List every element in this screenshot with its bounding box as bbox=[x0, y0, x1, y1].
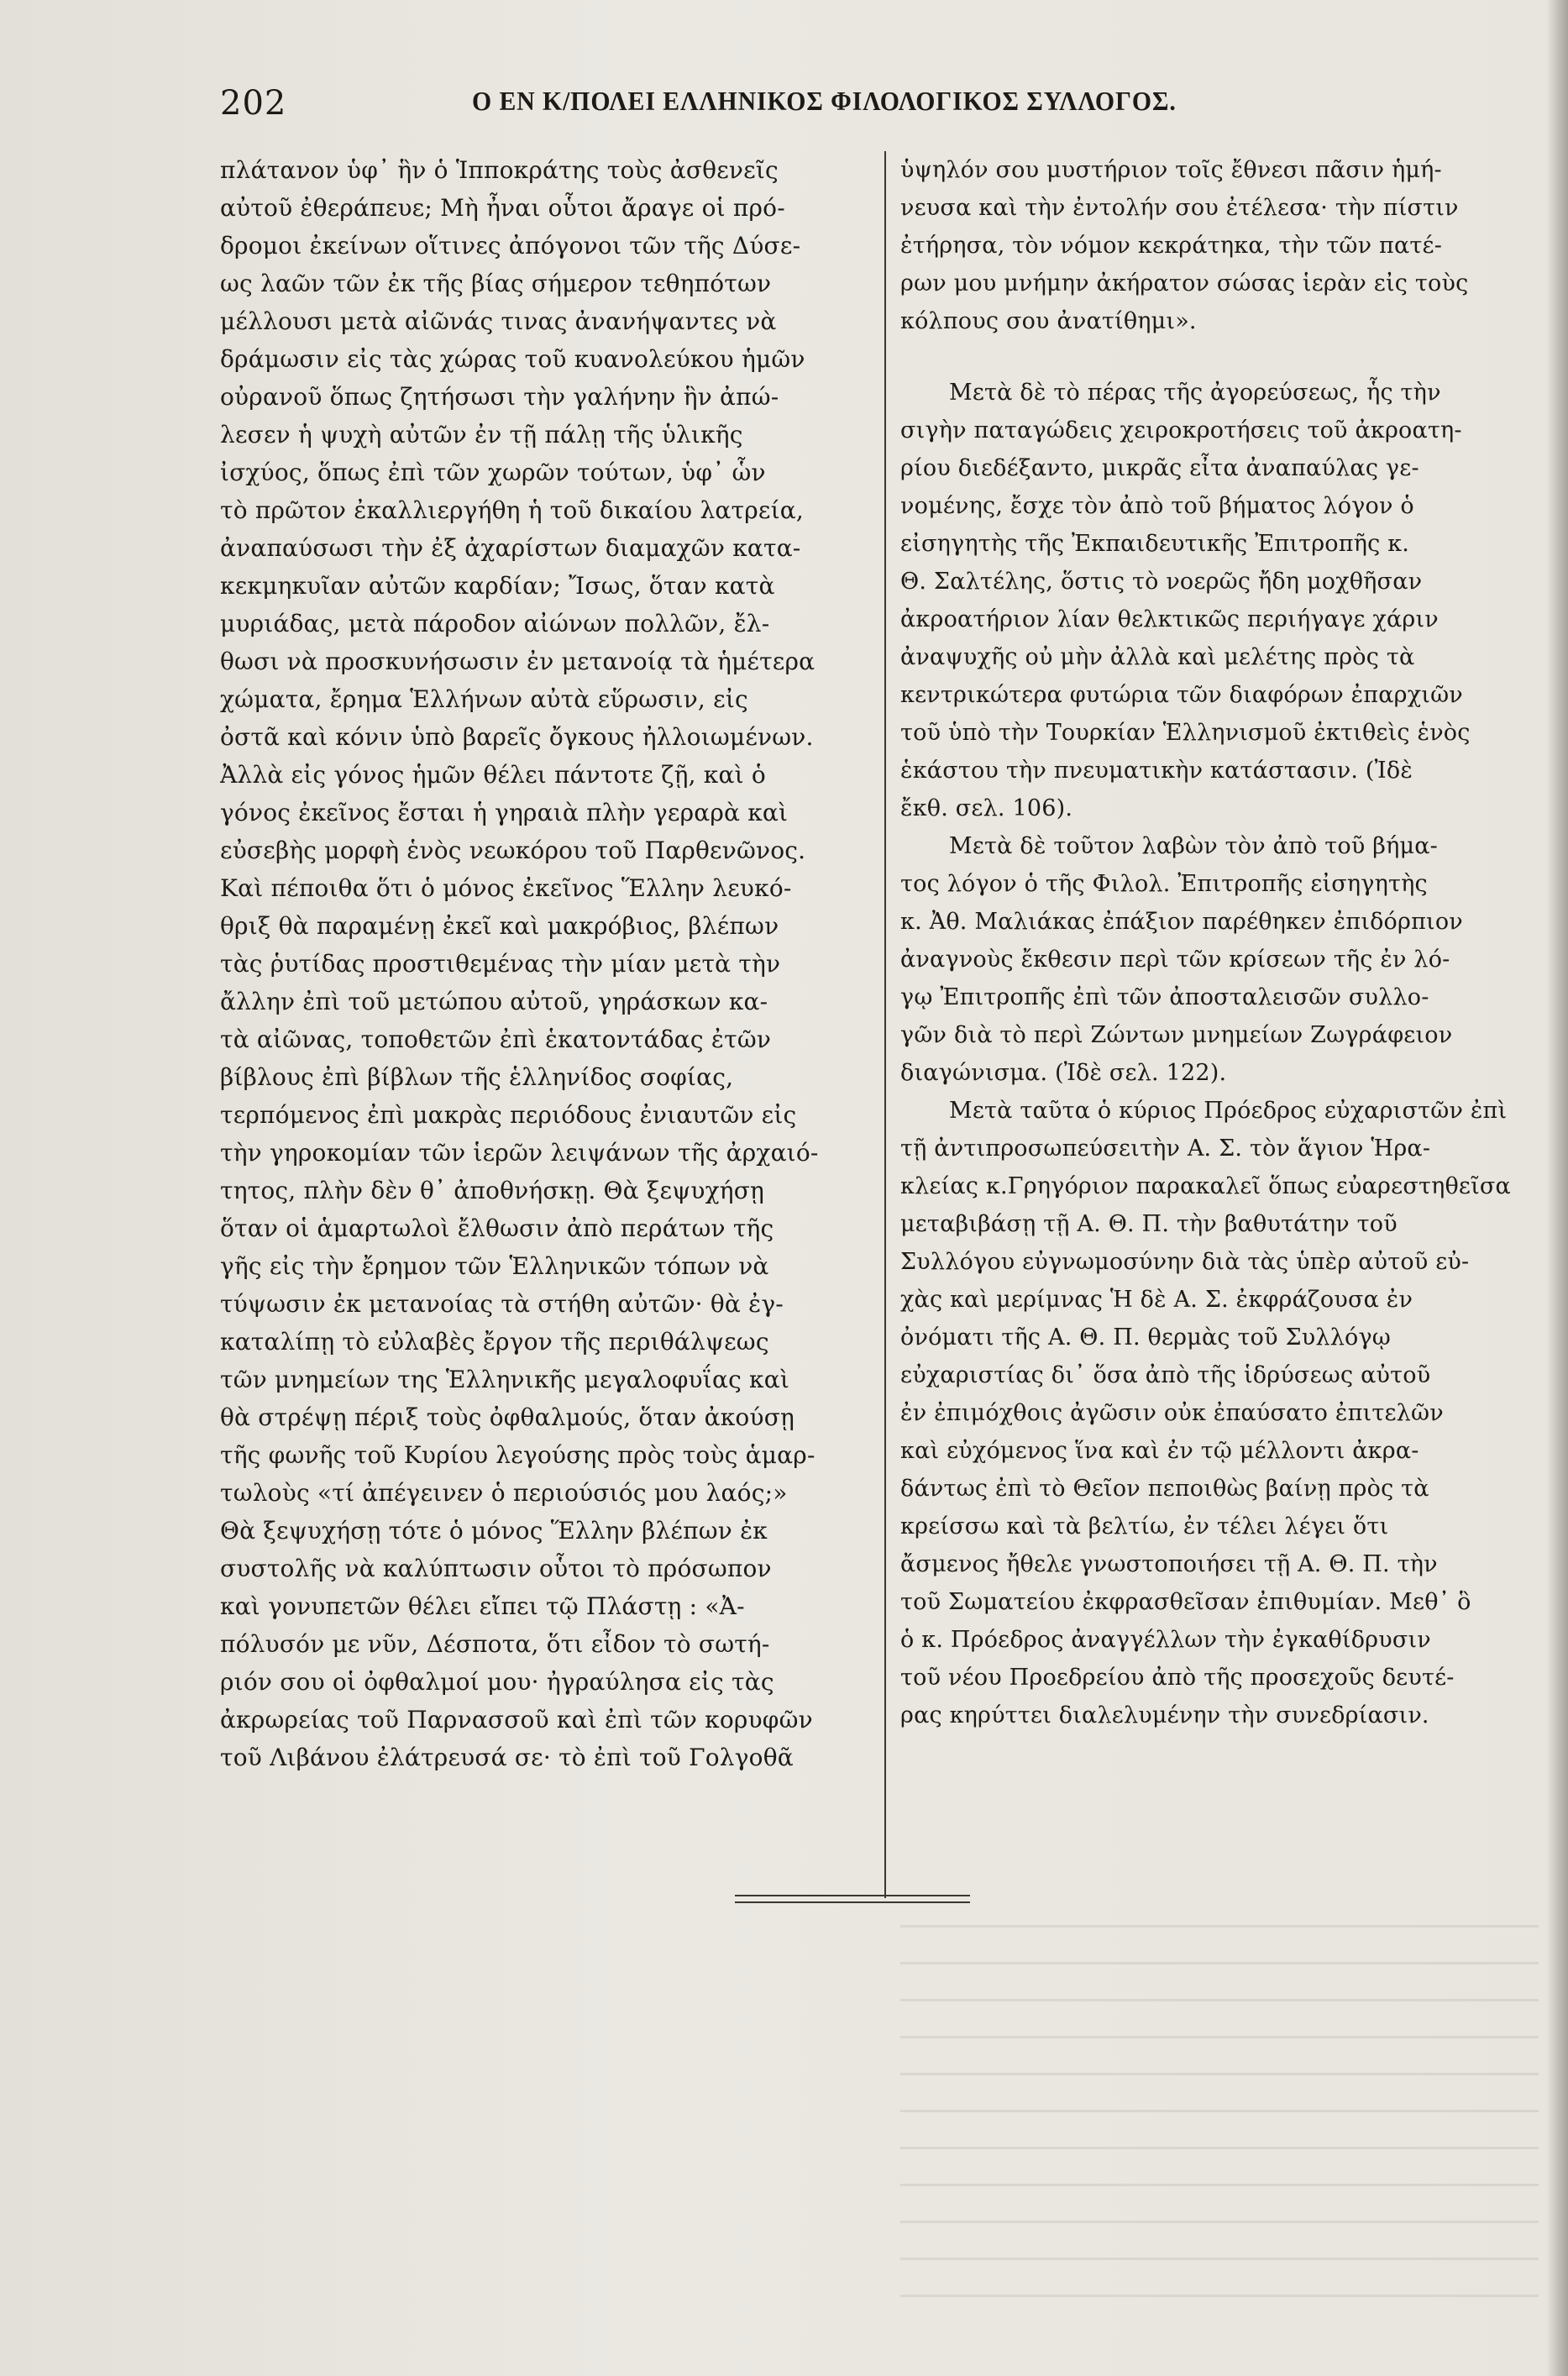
text-line: εὐχαριστίας δι᾽ ὅσα ἀπὸ τῆς ἱδρύσεως αὐτοῦ bbox=[900, 1362, 1431, 1388]
bleed-through-text bbox=[900, 1907, 1539, 2360]
text-line: Μετὰ ταῦτα ὁ κύριος Πρόεδρος εὐχαριστῶν ἐπὶ bbox=[949, 1098, 1508, 1124]
text-line: Μετὰ δὲ τοῦτον λαβὼν τὸν ἀπὸ τοῦ βήμα- bbox=[949, 833, 1438, 859]
paragraph-gap bbox=[900, 340, 1518, 374]
text-line: ἀναπαύσωσι τὴν ἐξ ἀχαρίστων διαμαχῶν κατα- bbox=[220, 534, 801, 562]
text-line: ὅταν οἱ ἁμαρτωλοὶ ἔλθωσιν ἀπὸ περάτων τῆς bbox=[220, 1214, 774, 1242]
text-line: ως λαῶν τῶν ἐκ τῆς βίας σήμερον τεθηπότων bbox=[220, 270, 772, 297]
text-line: τητος, πλὴν δὲν θ᾽ ἀποθνήσκῃ. Θὰ ξεψυχήσῃ bbox=[220, 1177, 765, 1204]
text-line: γῆς εἰς τὴν ἔρημον τῶν Ἑλληνικῶν τόπων νὰ bbox=[220, 1252, 769, 1280]
text-line: ρίου διεδέξαντο, μικρᾶς εἶτα ἀναπαύλας γε- bbox=[900, 455, 1419, 481]
text-line: ἄλλην ἐπὶ τοῦ μετώπου αὐτοῦ, γηράσκων κα- bbox=[220, 988, 768, 1015]
text-line: λεσεν ἡ ψυχὴ αὐτῶν ἐν τῇ πάλῃ τῆς ὑλικῆς bbox=[220, 421, 743, 448]
text-line: γῳ Ἐπιτροπῆς ἐπὶ τῶν ἀποσταλεισῶν συλλο- bbox=[900, 984, 1429, 1010]
text-line: τοῦ ὑπὸ τὴν Τουρκίαν Ἑλληνισμοῦ ἐκτιθεὶς ἑνὸς bbox=[900, 720, 1471, 746]
text-line: τωλοὺς «τί ἀπέγεινεν ὁ περιούσιός μου λαός;» bbox=[220, 1479, 788, 1507]
end-rule-top bbox=[735, 1895, 970, 1896]
text-line: χώματα, ἔρημα Ἑλλήνων αὐτὰ εὕρωσιν, εἰς bbox=[220, 685, 748, 713]
text-line: σιγὴν παταγώδεις χειροκροτήσεις τοῦ ἀκροατη- bbox=[900, 417, 1462, 443]
text-line: νομένης, ἔσχε τὸν ἀπὸ τοῦ βήματος λόγον ὁ bbox=[900, 493, 1414, 519]
text-line: τοῦ Σωματείου ἐκφρασθεῖσαν ἐπιθυμίαν. Μεθ᾽ ὃ bbox=[900, 1589, 1471, 1615]
text-line: νευσα καὶ τὴν ἐντολήν σου ἐτέλεσα· τὴν πίστιν bbox=[900, 195, 1459, 221]
text-line: ἐν ἐπιμόχθοις ἀγῶσιν οὐκ ἐπαύσατο ἐπιτελῶν bbox=[900, 1400, 1444, 1426]
text-line: κρείσσω καὶ τὰ βελτίω, ἐν τέλει λέγει ὅτι bbox=[900, 1513, 1389, 1539]
text-line: τοῦ νέου Προεδρείου ἀπὸ τῆς προσεχοῦς δευτέ- bbox=[900, 1665, 1455, 1691]
text-line: καὶ γονυπετῶν θέλει εἴπει τῷ Πλάστῃ : «Ἀ- bbox=[220, 1592, 745, 1620]
text-line: Συλλόγου εὐγνωμοσύνην διὰ τὰς ὑπὲρ αὐτοῦ εὐ- bbox=[900, 1249, 1470, 1275]
text-line: δρομοι ἐκείνων οἵτινες ἀπόγονοι τῶν τῆς Δύσε- bbox=[220, 232, 801, 260]
text-line: πόλυσόν με νῦν, Δέσποτα, ὅτι εἶδον τὸ σωτή- bbox=[220, 1630, 770, 1658]
text-line: ὁ κ. Πρόεδρος ἀναγγέλλων τὴν ἐγκαθίδρυσιν bbox=[900, 1627, 1431, 1653]
text-line: εἰσηγητὴς τῆς Ἐκπαιδευτικῆς Ἐπιτροπῆς κ. bbox=[900, 531, 1410, 557]
text-line: διαγώνισμα. (Ἰδὲ σελ. 122). bbox=[900, 1060, 1227, 1086]
text-line: κ. Ἀθ. Μαλιάκας ἐπάξιον παρέθηκεν ἐπιδόρπιον bbox=[900, 909, 1463, 935]
text-line: δράμωσιν εἰς τὰς χώρας τοῦ κυανολεύκου ἡμῶν bbox=[220, 345, 805, 373]
text-line: τὰ αἰῶνας, τοποθετῶν ἐπὶ ἑκατοντάδας ἐτῶν bbox=[220, 1025, 772, 1053]
text-line: κεκμηκυῖαν αὐτῶν καρδίαν; Ἴσως, ὅταν κατὰ bbox=[220, 572, 775, 600]
text-line: καταλίπῃ τὸ εὐλαβὲς ἔργον τῆς περιθάλψεως bbox=[220, 1328, 769, 1356]
text-line: ἄσμενος ἤθελε γνωστοποιήσει τῇ Α. Θ. Π. τὴν bbox=[900, 1551, 1438, 1577]
end-rule-bottom bbox=[735, 1901, 970, 1903]
text-line: τος λόγον ὁ τῆς Φιλολ. Ἐπιτροπῆς εἰσηγητὴς bbox=[900, 871, 1428, 897]
text-line: συστολῆς νὰ καλύπτωσιν οὗτοι τὸ πρόσωπον bbox=[220, 1555, 772, 1582]
right-column bbox=[900, 151, 1518, 1734]
text-line: θὰ στρέψῃ πέριξ τοὺς ὀφθαλμούς, ὅταν ἀκούσῃ bbox=[220, 1403, 794, 1431]
text-line: τῇ ἀντιπροσωπεύσειτὴν Α. Σ. τὸν ἅγιον Ἡρα- bbox=[900, 1136, 1431, 1162]
text-line: τὴν γηροκομίαν τῶν ἱερῶν λειψάνων τῆς ἀρχαιό- bbox=[220, 1139, 819, 1167]
text-line: οὐρανοῦ ὅπως ζητήσωσι τὴν γαλήνην ἣν ἀπώ- bbox=[220, 383, 779, 411]
text-line: μέλλουσι μετὰ αἰῶνάς τινας ἀνανήψαντες νὰ bbox=[220, 307, 777, 335]
text-line: ἀναγνοὺς ἔκθεσιν περὶ τῶν κρίσεων τῆς ἐν λό- bbox=[900, 947, 1450, 973]
text-line: ἀκρωρείας τοῦ Παρνασσοῦ καὶ ἐπὶ τῶν κορυφῶν bbox=[220, 1706, 813, 1733]
text-line: εὐσεβὴς μορφὴ ἑνὸς νεωκόρου τοῦ Παρθενῶνος. bbox=[220, 837, 806, 864]
text-line: ἰσχύος, ὅπως ἐπὶ τῶν χωρῶν τούτων, ὑφ᾽ ὧν bbox=[220, 459, 766, 486]
text-line: Θὰ ξεψυχήσῃ τότε ὁ μόνος Ἕλλην βλέπων ἐκ bbox=[220, 1517, 768, 1545]
text-line: ἑκάστου τὴν πνευματικὴν κατάστασιν. (Ἰδὲ bbox=[900, 758, 1413, 784]
text-line: κεντρικώτερα φυτώρια τῶν διαφόρων ἐπαρχιῶν bbox=[900, 682, 1463, 708]
text-line: τὸ πρῶτον ἐκαλλιεργήθη ἡ τοῦ δικαίου λατρεία, bbox=[220, 496, 804, 524]
text-line: ὀστᾶ καὶ κόνιν ὑπὸ βαρεῖς ὄγκους ἠλλοιωμένων. bbox=[220, 723, 814, 751]
text-line: ρων μου μνήμην ἀκήρατον σώσας ἱερὰν εἰς τοὺς bbox=[900, 270, 1469, 296]
text-line: τῆς φωνῆς τοῦ Κυρίου λεγούσης πρὸς τοὺς ἁμαρ- bbox=[220, 1441, 815, 1469]
text-line: ὑψηλόν σου μυστήριον τοῖς ἔθνεσι πᾶσιν ἡμή- bbox=[900, 157, 1442, 183]
text-line: Μετὰ δὲ τὸ πέρας τῆς ἀγορεύσεως, ἧς τὴν bbox=[949, 380, 1441, 406]
left-column bbox=[220, 151, 873, 1776]
text-line: τοῦ Λιβάνου ἐλάτρευσά σε· τὸ ἐπὶ τοῦ Γολγοθᾶ bbox=[220, 1744, 794, 1771]
text-line: μεταβιβάσῃ τῇ Α. Θ. Π. τὴν βαθυτάτην τοῦ bbox=[900, 1211, 1398, 1237]
text-line: δάντως ἐπὶ τὸ Θεῖον πεποιθὼς βαίνῃ πρὸς τὰ bbox=[900, 1476, 1429, 1502]
text-line: ἔκθ. σελ. 106). bbox=[900, 795, 1073, 821]
text-line: πλάτανον ὑφ᾽ ἣν ὁ Ἱπποκράτης τοὺς ἀσθενεῖς bbox=[220, 156, 779, 184]
text-line: τερπόμενος ἐπὶ μακρὰς περιόδους ἐνιαυτῶν εἰς bbox=[220, 1101, 797, 1129]
text-line: Θ. Σαλτέλης, ὅστις τὸ νοερῶς ἤδη μοχθῆσαν bbox=[900, 569, 1423, 595]
text-line: γῶν διὰ τὸ περὶ Ζώντων μνημείων Ζωγράφειον bbox=[900, 1022, 1453, 1048]
running-title: Ο ΕΝ Κ/ΠΟΛΕΙ ΕΛΛΗΝΙΚΟΣ ΦΙΛΟΛΟΓΙΚΟΣ ΣΥΛΛΟΓΟΣ. bbox=[472, 86, 1177, 116]
text-line: γόνος ἐκεῖνος ἔσται ἡ γηραιὰ πλὴν γεραρὰ καὶ bbox=[220, 799, 789, 826]
text-line: μυριάδας, μετὰ πάροδον αἰώνων πολλῶν, ἔλ- bbox=[220, 610, 770, 637]
text-line: ριόν σου οἱ ὀφθαλμοί μου· ἠγραύλησα εἰς τὰς bbox=[220, 1668, 774, 1696]
text-line: θωσι νὰ προσκυνήσωσιν ἐν μετανοίᾳ τὰ ἡμέτερα bbox=[220, 648, 815, 675]
text-line: ρας κηρύττει διαλελυμένην τὴν συνεδρίασιν. bbox=[900, 1702, 1429, 1728]
text-line: Ἀλλὰ εἰς γόνος ἡμῶν θέλει πάντοτε ζῇ, καὶ ὁ bbox=[220, 761, 766, 789]
text-line: κόλπους σου ἀνατίθημι». bbox=[900, 308, 1197, 334]
text-line: θριξ θὰ παραμένῃ ἐκεῖ καὶ μακρόβιος, βλέπων bbox=[220, 912, 779, 940]
text-line: ἀκροατήριον λίαν θελκτικῶς περιήγαγε χάριν bbox=[900, 606, 1439, 632]
page-edge-shadow bbox=[1546, 0, 1568, 2376]
column-divider bbox=[884, 151, 886, 1898]
text-line: χὰς καὶ μερίμνας Ἡ δὲ Α. Σ. ἐκφράζουσα ἐν bbox=[900, 1287, 1413, 1313]
text-line: ἀναψυχῆς οὐ μὴν ἀλλὰ καὶ μελέτης πρὸς τὰ bbox=[900, 644, 1415, 670]
text-line: Καὶ πέποιθα ὅτι ὁ μόνος ἐκεῖνος Ἕλλην λευκό- bbox=[220, 874, 792, 902]
text-line: ὀνόματι τῆς Α. Θ. Π. θερμὰς τοῦ Συλλόγῳ bbox=[900, 1324, 1392, 1351]
page-number: 202 bbox=[220, 84, 287, 123]
text-line: βίβλους ἐπὶ βίβλων τῆς ἑλληνίδος σοφίας, bbox=[220, 1063, 734, 1091]
text-line: τῶν μνημείων της Ἑλληνικῆς μεγαλοφυΐας καὶ bbox=[220, 1366, 790, 1393]
text-line: καὶ εὐχόμενος ἵνα καὶ ἐν τῷ μέλλοντι ἀκρα- bbox=[900, 1438, 1419, 1464]
text-line: τὰς ῥυτίδας προστιθεμένας τὴν μίαν μετὰ τὴν bbox=[220, 950, 781, 978]
text-line: αὐτοῦ ἐθεράπευε; Μὴ ἦναι οὗτοι ἄραγε οἱ πρό- bbox=[220, 194, 785, 222]
text-line: τύψωσιν ἐκ μετανοίας τὰ στήθη αὐτῶν· θὰ ἐγ- bbox=[220, 1290, 784, 1318]
text-line: κλείας κ.Γρηγόριον παρακαλεῖ ὅπως εὐαρεστηθεῖσα bbox=[900, 1173, 1511, 1199]
page-header bbox=[220, 84, 1303, 143]
text-line: ἐτήρησα, τὸν νόμον κεκράτηκα, τὴν τῶν πατέ- bbox=[900, 233, 1443, 259]
